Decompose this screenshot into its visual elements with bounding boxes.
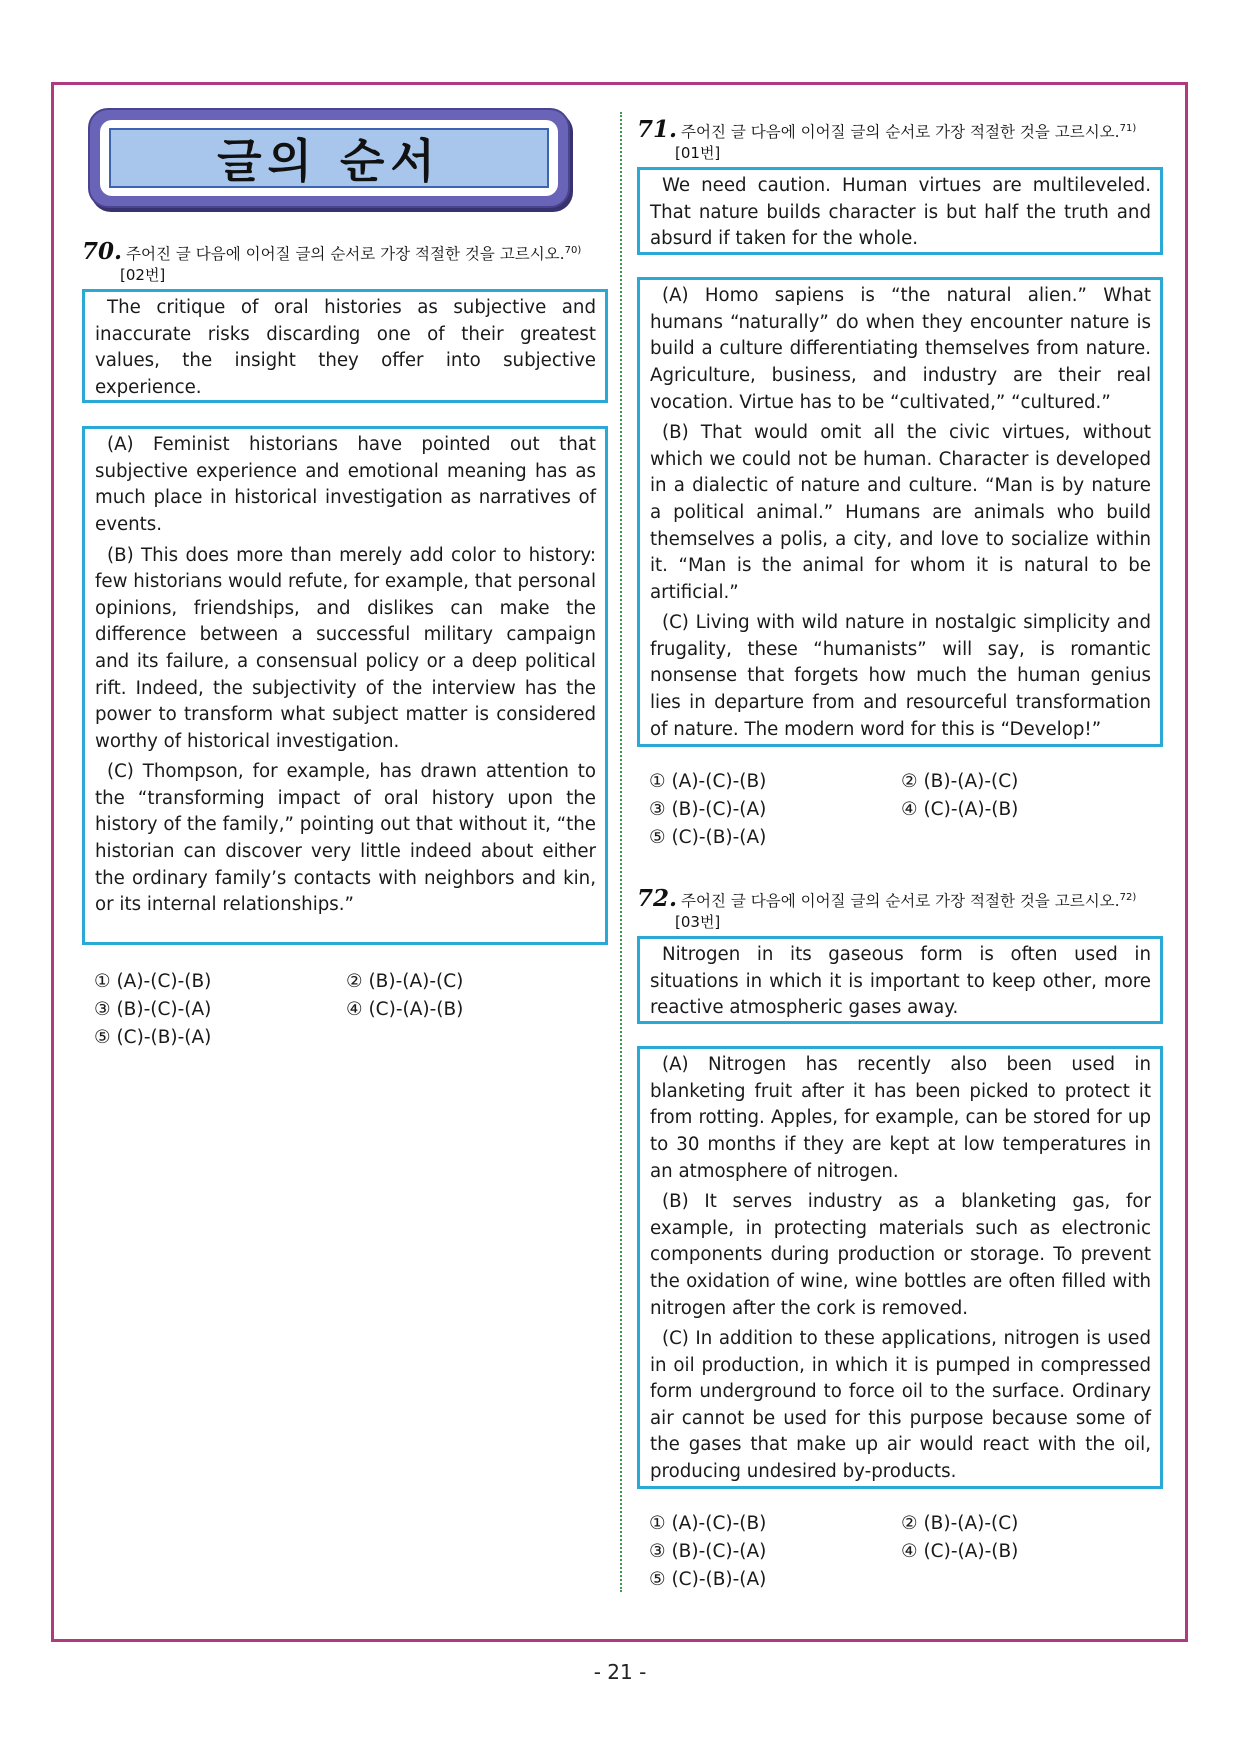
choice-4[interactable]: ④ (C)-(A)-(B)	[901, 1541, 1019, 1563]
intro-box	[637, 167, 1163, 255]
intro-box	[637, 936, 1163, 1024]
answer-choices	[637, 769, 1163, 851]
question-tag: [03번]	[675, 913, 721, 932]
question-number: 71.	[637, 116, 678, 144]
page-number: - 21 -	[593, 1660, 647, 1684]
intro-text: We need caution. Human virtues are multileveled. That nature builds character is but half the truth and absurd if taken for the whole.	[650, 175, 1151, 250]
question-70	[82, 240, 608, 1051]
question-71	[637, 118, 1163, 851]
question-tag: [01번]	[675, 144, 721, 163]
paragraph-b: (B) This does more than merely add color to history: few historians would refute, for example, that personal opinions, friendships, and dislikes can make the difference between a successful military campaign and its failure, a consensual policy or a deep political rift. Indeed, the subjectivity of the interview has the power to transform what subject matter is considered worthy of historical investigation.	[95, 544, 596, 752]
choice-1[interactable]: ① (A)-(C)-(B)	[649, 771, 767, 793]
section-title: 글의 순서	[217, 134, 441, 188]
answer-choices	[637, 1511, 1163, 1593]
footnote-mark: 70)	[564, 245, 582, 256]
choice-4[interactable]: ④ (C)-(A)-(B)	[346, 999, 464, 1021]
paragraph-a: (A) Feminist historians have pointed out that subjective experience and emotional meaning has as much place in historical investigation as narratives of events.	[95, 434, 596, 535]
paragraph-c: (C) Thompson, for example, has drawn attention to the “transforming impact of oral history upon the history of the family,” pointing out that without it, “the historian can discover very little indeed about either the ordinary family’s contacts with neighbors and kin, or its internal relationships.”	[95, 761, 596, 916]
footnote-mark: 71)	[1119, 123, 1137, 134]
choice-2[interactable]: ② (B)-(A)-(C)	[346, 971, 464, 993]
choice-3[interactable]: ③ (B)-(C)-(A)	[649, 1541, 767, 1563]
choice-5[interactable]: ⑤ (C)-(B)-(A)	[649, 827, 767, 849]
paragraph-a: (A) Homo sapiens is “the natural alien.” What humans “naturally” do when they encounter nature is build a culture differentiating themselves from nature. Agriculture, business, and industry are their real vocation. Virtue has to be “cultivated,” “cultured.”	[650, 285, 1151, 413]
question-heading	[637, 887, 1163, 932]
paragraph-c: (C) In addition to these applications, nitrogen is used in oil production, in which it is pumped in compressed form underground to force oil to the surface. Ordinary air cannot be used for this purpose because some of the gases that make up air would react with the oil, producing undesired by-products.	[650, 1328, 1151, 1483]
choice-3[interactable]: ③ (B)-(C)-(A)	[649, 799, 767, 821]
choice-3[interactable]: ③ (B)-(C)-(A)	[94, 999, 212, 1021]
footnote-mark: 72)	[1119, 892, 1137, 903]
answer-choices	[82, 969, 608, 1051]
choice-2[interactable]: ② (B)-(A)-(C)	[901, 771, 1019, 793]
choice-5[interactable]: ⑤ (C)-(B)-(A)	[94, 1027, 212, 1049]
choice-4[interactable]: ④ (C)-(A)-(B)	[901, 799, 1019, 821]
question-heading	[82, 240, 608, 285]
question-72	[637, 887, 1163, 1593]
paragraph-b: (B) It serves industry as a blanketing gas, for example, in protecting materials such as electronic components during production or storage. To prevent the oxidation of wine, wine bottles are often filled with nitrogen after the cork is removed.	[650, 1191, 1151, 1319]
paragraph-a: (A) Nitrogen has recently also been used in blanketing fruit after it has been picked to protect it from rotting. Apples, for example, can be stored for up to 30 months if they are kept at low temperatures in an atmosphere of nitrogen.	[650, 1054, 1151, 1182]
question-number: 70.	[82, 238, 123, 266]
question-instruction: 주어진 글 다음에 이어질 글의 순서로 가장 적절한 것을 고르시오.	[681, 123, 1120, 142]
intro-text: The critique of oral histories as subjective and inaccurate risks discarding one of their greatest values, the insight they offer into subjective experience.	[95, 297, 596, 398]
paragraph-b: (B) That would omit all the civic virtues, without which we could not be human. Character is developed in a dialectic of nature and culture. “Man is by nature a political animal.” Humans are animals who build themselves a polis, a city, and love to socialize within it. “Man is the animal for whom it is natural to be artificial.”	[650, 422, 1151, 603]
choice-1[interactable]: ① (A)-(C)-(B)	[649, 1513, 767, 1535]
passage-box	[82, 426, 608, 945]
choice-2[interactable]: ② (B)-(A)-(C)	[901, 1513, 1019, 1535]
choice-1[interactable]: ① (A)-(C)-(B)	[94, 971, 212, 993]
question-instruction: 주어진 글 다음에 이어질 글의 순서로 가장 적절한 것을 고르시오.	[681, 892, 1120, 911]
intro-box	[82, 289, 608, 403]
question-number: 72.	[637, 885, 678, 913]
paragraph-c: (C) Living with wild nature in nostalgic simplicity and frugality, these “humanists” will say, is romantic nonsense that forgets how much the human genius lies in departure from and resourceful transformation of nature. The modern word for this is “Develop!”	[650, 612, 1151, 740]
choice-5[interactable]: ⑤ (C)-(B)-(A)	[649, 1569, 767, 1591]
question-instruction: 주어진 글 다음에 이어질 글의 순서로 가장 적절한 것을 고르시오.	[126, 245, 565, 264]
passage-box	[637, 1046, 1163, 1489]
column-divider	[620, 112, 622, 1592]
passage-box	[637, 277, 1163, 747]
question-heading	[637, 118, 1163, 163]
section-title-banner	[88, 108, 570, 208]
intro-text: Nitrogen in its gaseous form is often used in situations in which it is important to keep other, more reactive atmospheric gases away.	[650, 944, 1151, 1019]
question-tag: [02번]	[120, 266, 166, 285]
